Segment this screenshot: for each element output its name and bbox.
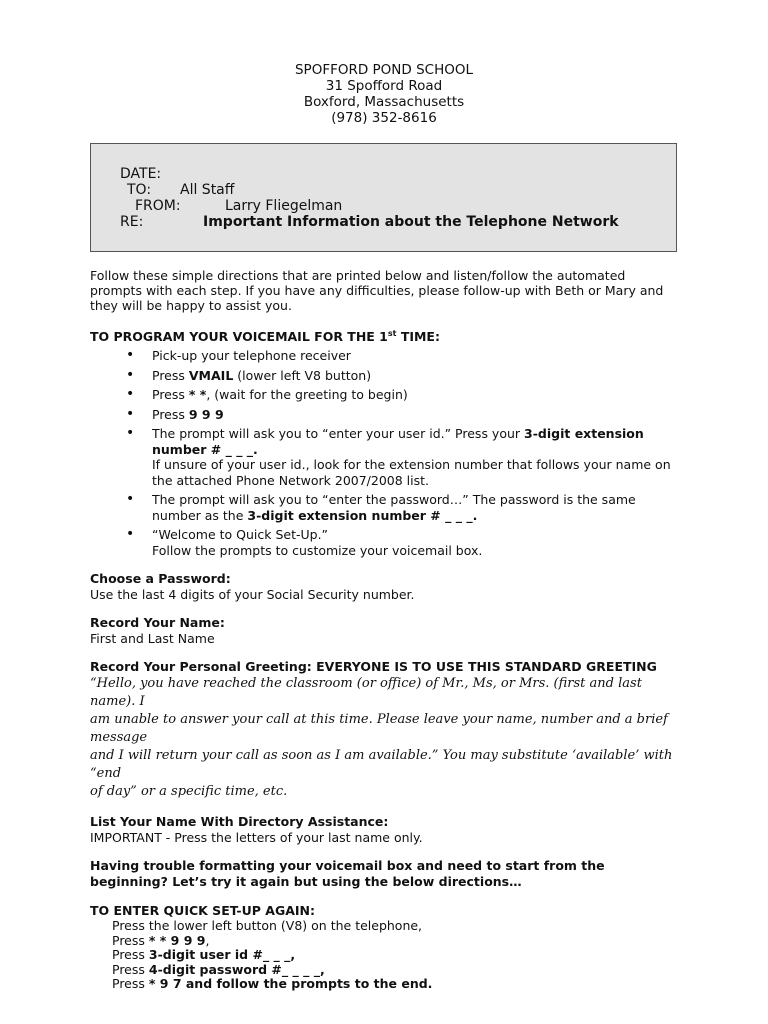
greeting-section xyxy=(90,659,680,801)
bullet-icon: • xyxy=(126,366,135,383)
school-address: 31 Spofford Road xyxy=(325,78,443,94)
standard-greeting-text xyxy=(90,675,680,801)
section-title: Choose a Password: xyxy=(90,571,231,587)
step-text: The prompt will ask you to “enter the password…” The password is the same xyxy=(152,492,636,508)
greeting-line: “Hello, you have reached the classroom (or office) of Mr., Ms, or Mrs. (first and last name). I xyxy=(90,676,642,710)
list-item xyxy=(112,934,680,949)
greeting-line: of day” or a specific time, etc. xyxy=(90,784,288,800)
step-text: If unsure of your user id., look for the extension number that follows your name on xyxy=(152,457,671,473)
section-title: List Your Name With Directory Assistance: xyxy=(90,814,389,830)
step-key: * * xyxy=(188,387,207,403)
intro-paragraph xyxy=(90,268,680,313)
step-text: , xyxy=(205,932,210,948)
title-text: TO PROGRAM YOUR VOICEMAIL FOR THE 1 xyxy=(90,329,388,345)
step-key: 3-digit user id #_ _ _, xyxy=(148,947,296,963)
step-text: the attached Phone Network 2007/2008 list. xyxy=(152,472,430,488)
section-text: First and Last Name xyxy=(90,631,215,647)
list-item xyxy=(90,387,680,403)
re-label: RE: xyxy=(120,214,144,230)
list-item: Press the lower left button (V8) on the telephone, xyxy=(112,918,423,934)
step-key: 3-digit extension xyxy=(524,426,644,442)
list-item xyxy=(90,407,680,423)
list-item xyxy=(90,348,680,364)
step-key: * 9 7 and follow the prompts to the end. xyxy=(148,976,433,992)
step-key: * * 9 9 9 xyxy=(148,932,206,948)
intro-line: Follow these simple directions that are printed below and listen/follow the automated xyxy=(90,268,626,283)
memo-to xyxy=(127,182,235,198)
list-item xyxy=(90,492,680,523)
bullet-icon: • xyxy=(126,347,135,364)
bullet-icon: • xyxy=(126,405,135,422)
title-text: TIME: xyxy=(396,329,440,345)
section-title: beginning? Let’s try it again but using the below directions… xyxy=(90,874,522,890)
step-key: 9 9 9 xyxy=(188,406,224,422)
section-title: TO ENTER QUICK SET-UP AGAIN: xyxy=(90,903,315,919)
record-name-section xyxy=(90,615,680,646)
greeting-line: am unable to answer your call at this time. Please leave your name, number and a brief message xyxy=(90,712,668,746)
document-body xyxy=(90,268,680,992)
bullet-icon: • xyxy=(126,526,135,543)
section-text: IMPORTANT - Press the letters of your last name only. xyxy=(90,830,423,846)
quick-setup-steps xyxy=(112,919,680,992)
step-text: Press xyxy=(112,976,149,992)
intro-line: prompts with each step. If you have any difficulties, please follow-up with Beth or Mary and xyxy=(90,283,664,298)
step-text: , (wait for the greeting to begin) xyxy=(206,387,408,403)
intro-line: they will be happy to assist you. xyxy=(90,298,292,313)
list-item xyxy=(112,977,680,992)
greeting-line: and I will return your call as soon as I am available.” You may substitute ‘available’ with “end xyxy=(90,748,673,782)
list-item xyxy=(112,948,680,963)
section-text: Use the last 4 digits of your Social Security number. xyxy=(90,587,415,603)
bullet-icon: • xyxy=(126,425,135,442)
step-text: Follow the prompts to customize your voicemail box. xyxy=(152,542,483,558)
step-text: Press xyxy=(152,367,189,383)
trouble-paragraph xyxy=(90,858,680,890)
step-text: number as the xyxy=(152,507,248,523)
date-label: DATE: xyxy=(120,166,162,182)
from-value: Larry Fliegelman xyxy=(225,198,343,214)
list-item xyxy=(90,368,680,384)
to-label: TO: xyxy=(127,182,152,198)
step-key: 3-digit extension number # _ _ _. xyxy=(247,507,478,523)
section-title: Record Your Personal Greeting: EVERYONE IS TO USE THIS STANDARD GREETING xyxy=(90,659,657,675)
memo-date xyxy=(120,166,161,182)
program-steps-list xyxy=(90,348,680,558)
step-text: The prompt will ask you to “enter your user id.” Press your xyxy=(152,426,525,442)
memo-box xyxy=(90,143,677,252)
re-value: Important Information about the Telephone Network xyxy=(203,214,619,230)
from-label: FROM: xyxy=(135,198,181,214)
school-city: Boxford, Massachusetts xyxy=(303,94,465,110)
list-item xyxy=(90,527,680,558)
bullet-icon: • xyxy=(126,386,135,403)
school-name: SPOFFORD POND SCHOOL xyxy=(294,62,474,78)
step-text: Press xyxy=(112,947,149,963)
to-value: All Staff xyxy=(180,182,235,198)
school-phone: (978) 352-8616 xyxy=(331,110,437,126)
step-text: Press xyxy=(112,932,149,948)
quick-setup-section xyxy=(90,903,680,992)
memo-re xyxy=(120,214,619,230)
directory-section xyxy=(90,814,680,845)
step-text: (lower left V8 button) xyxy=(233,367,372,383)
step-text: “Welcome to Quick Set-Up.” xyxy=(152,527,329,543)
title-superscript: st xyxy=(387,329,397,338)
bullet-icon: • xyxy=(126,491,135,508)
password-section xyxy=(90,571,680,602)
step-text: Press xyxy=(152,387,189,403)
section-title: Having trouble formatting your voicemail box and need to start from the xyxy=(90,858,605,874)
step-key: VMAIL xyxy=(188,367,234,383)
section-title: Record Your Name: xyxy=(90,615,225,631)
memo-from xyxy=(135,198,343,214)
step-text: Pick-up your telephone receiver xyxy=(152,348,351,364)
program-voicemail-title xyxy=(90,326,680,345)
step-key: 4-digit password #_ _ _ _, xyxy=(148,961,325,977)
list-item xyxy=(112,963,680,978)
step-text: Press xyxy=(112,961,149,977)
step-text: Press xyxy=(152,406,189,422)
step-key: number # _ _ _. xyxy=(152,441,258,457)
list-item xyxy=(90,426,680,488)
letterhead xyxy=(0,62,768,126)
